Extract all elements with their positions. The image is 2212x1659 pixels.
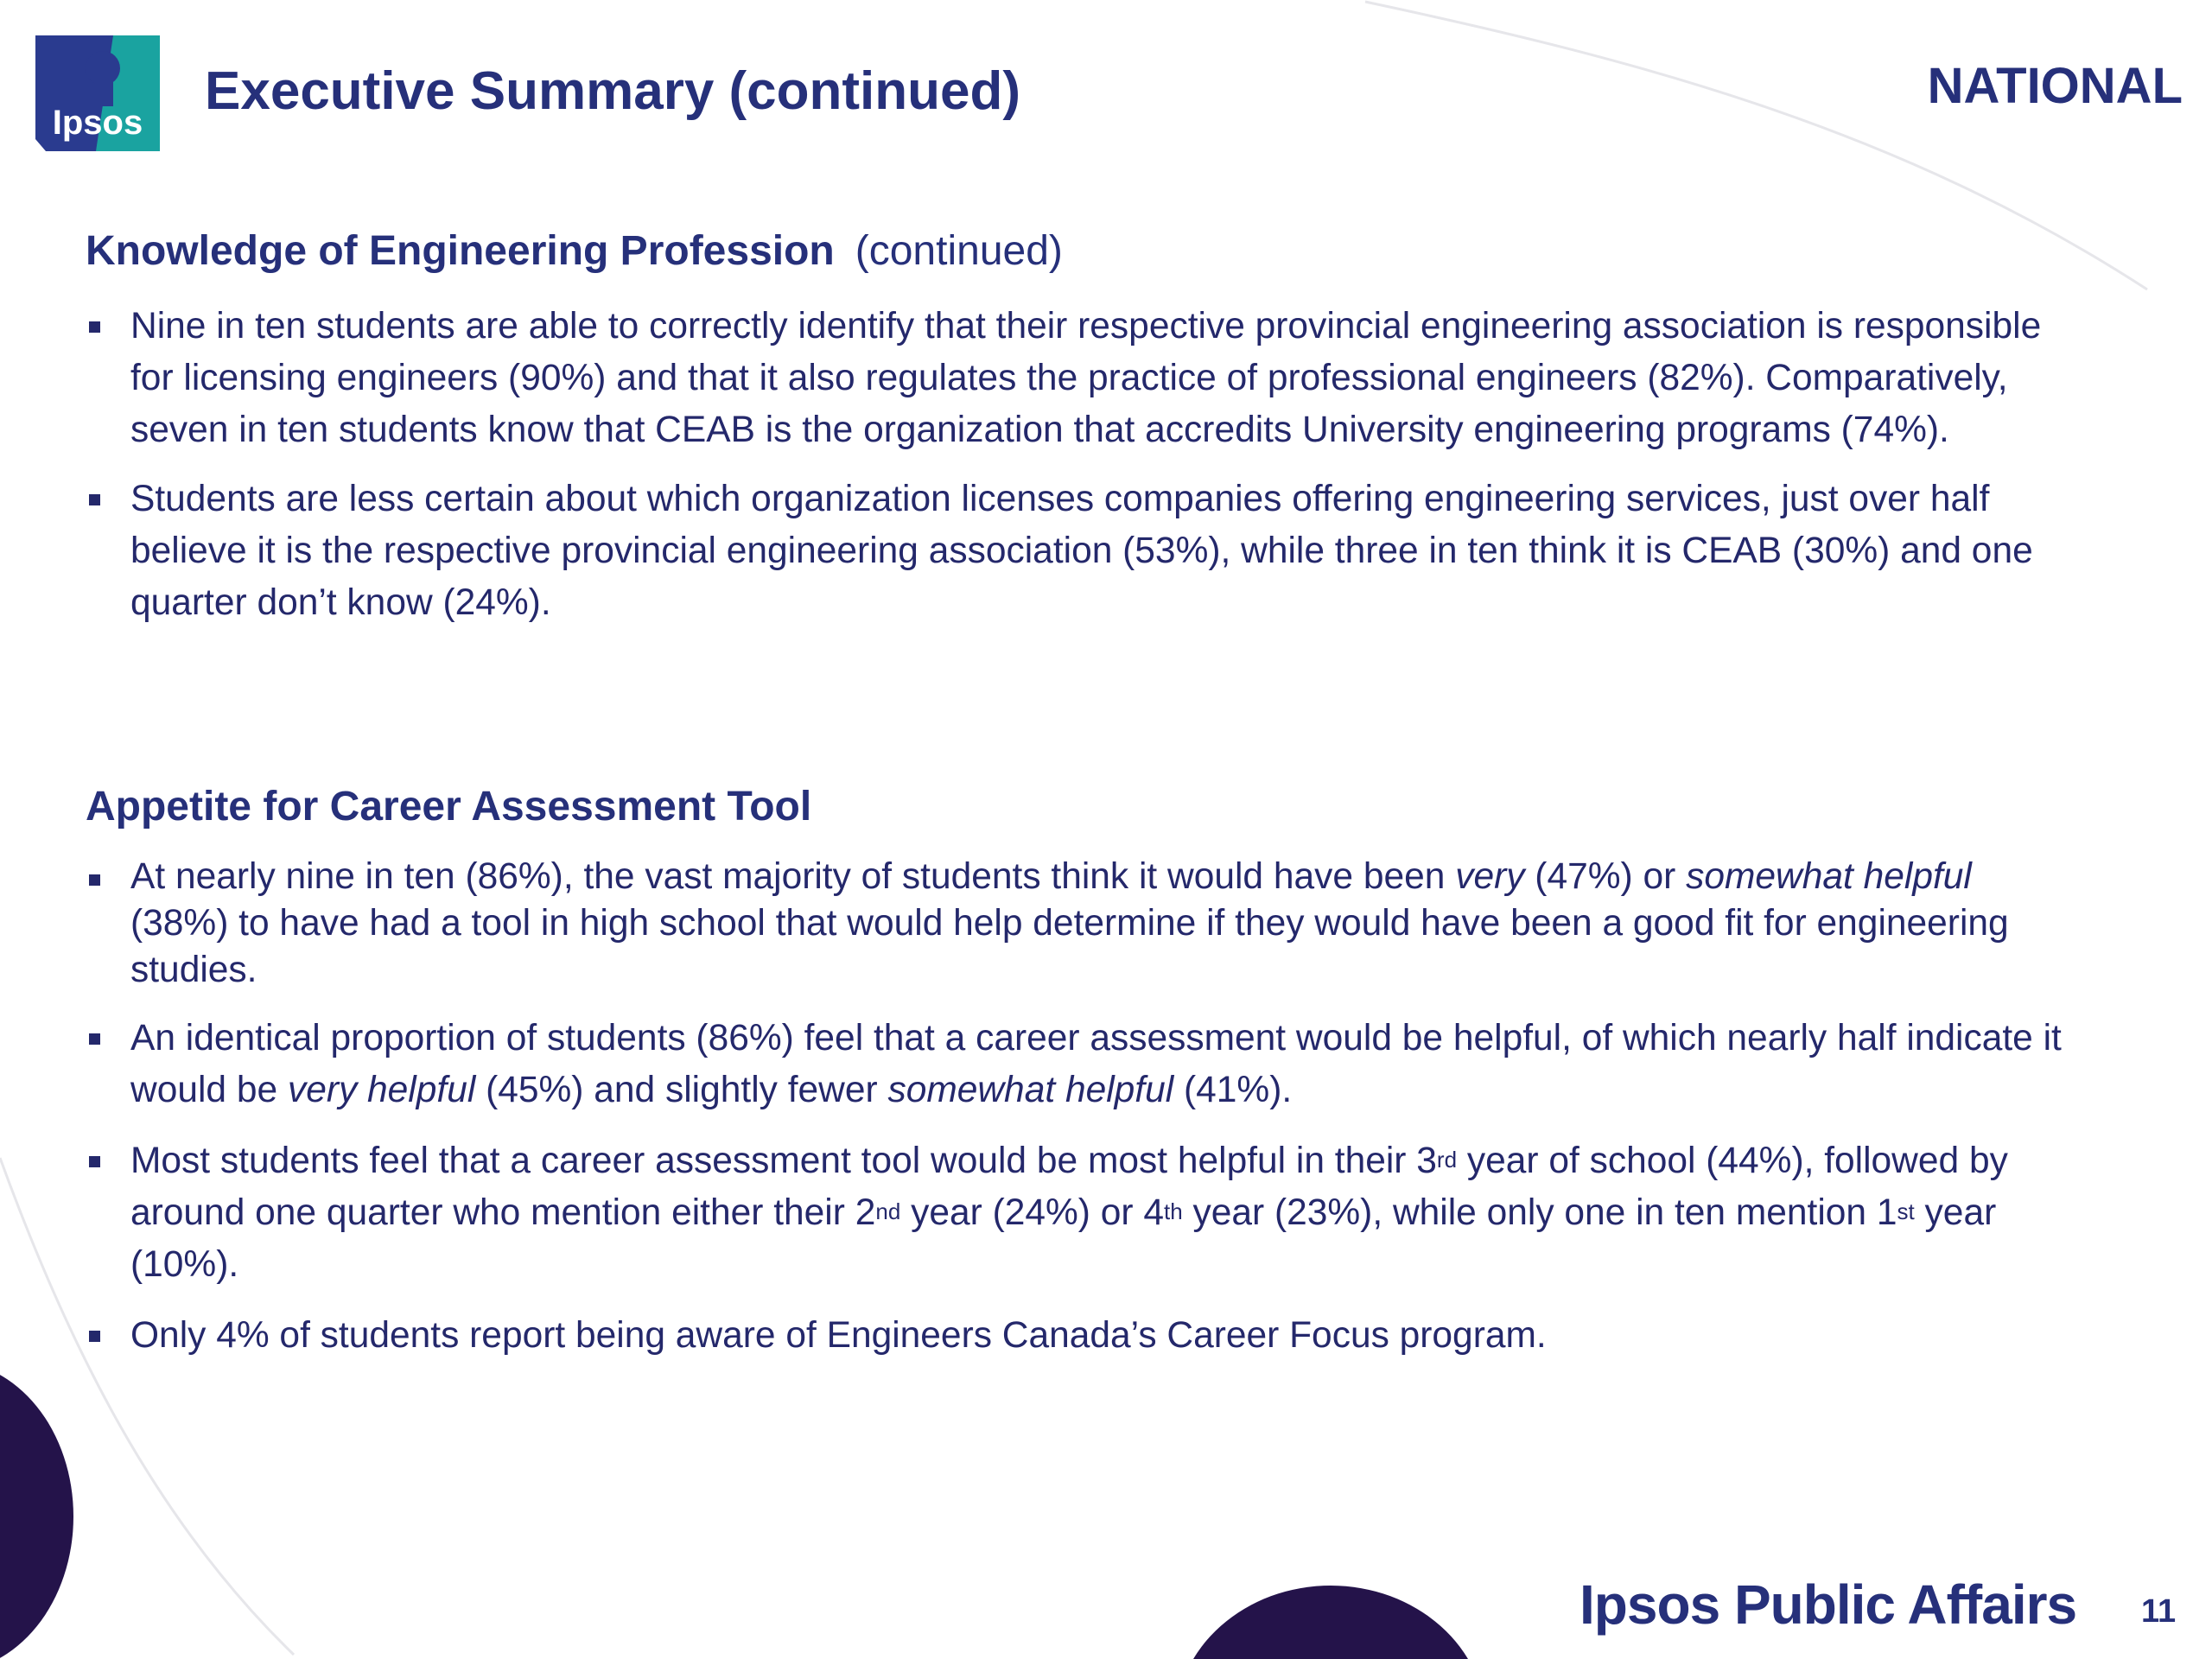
decorative-circle-bottom <box>1175 1586 1486 1659</box>
decorative-arc-top-right <box>1365 2 2147 289</box>
ipsos-logo <box>35 35 160 151</box>
logo-text: Ipsos <box>52 104 143 142</box>
bullet-text: Students are less certain about which organization licenses companies offering engineering services, just over half believe it is the respective provincial engineering association (53%), while three in ten think it is CEAB (30%) and one quarter don’t know (24%). <box>130 479 2033 623</box>
bullet-text: Most students feel that a career assessment tool would be most helpful in their 3 <box>130 1141 1437 1181</box>
appetite-bullet-list <box>86 854 2073 1381</box>
ordinal-suffix: nd <box>875 1198 901 1224</box>
list-item <box>86 854 2073 994</box>
bullet-text: year (23%), while only one in ten mention 1 <box>1182 1192 1897 1233</box>
bullet-text: At nearly nine in ten (86%), the vast majority of students think it would have been <box>130 856 1456 897</box>
section-heading-text: Appetite for Career Assessment Tool <box>86 784 812 830</box>
ordinal-suffix: rd <box>1436 1147 1458 1173</box>
section-heading-text: Knowledge of Engineering Profession <box>86 228 835 274</box>
list-item <box>86 1135 2073 1291</box>
bullet-text: (41%). <box>1173 1070 1293 1110</box>
footer-brand: Ipsos Public Affairs <box>1580 1573 2077 1636</box>
bullet-text: Nine in ten students are able to correctly identify that their respective provincial engineering association is responsible for licensing engineers (90%) and that it also regulates the practice of professional engineers (82%). Comparatively, seven in ten students know that CEAB is the organization that accredits University engineering programs (74%). <box>130 306 2042 450</box>
list-item <box>86 301 2073 456</box>
page-title: Executive Summary (continued) <box>205 61 1021 121</box>
list-item <box>86 1310 2073 1362</box>
section-heading-knowledge <box>86 227 1063 275</box>
emphasis-text: somewhat helpful <box>1686 856 1972 897</box>
list-item <box>86 474 2073 629</box>
bullet-text: year of school (44%), followed by around one quarter who mention either their 2 <box>130 1141 2008 1233</box>
bullet-text: Only 4% of students report being aware of Engineers Canada’s Career Focus program. <box>130 1315 1547 1356</box>
bullet-text: (38%) to have had a tool in high school that would help determine if they would have been a good fit for engineering studies. <box>130 903 2009 990</box>
region-label: NATIONAL <box>1927 58 2183 114</box>
page-number: 11 <box>2141 1593 2177 1630</box>
ordinal-suffix: st <box>1897 1198 1915 1224</box>
emphasis-text: somewhat helpful <box>887 1070 1174 1110</box>
decorative-circle-left <box>0 1361 73 1659</box>
emphasis-text: very <box>1455 856 1525 897</box>
bullet-text: year (24%) or 4 <box>900 1192 1164 1233</box>
bullet-text: (45%) and slightly fewer <box>475 1070 888 1110</box>
ordinal-suffix: th <box>1163 1198 1183 1224</box>
bullet-text: An identical proportion of students (86%) feel that a career assessment would be helpful, of which nearly half indicate it would be <box>130 1018 2062 1110</box>
list-item <box>86 1013 2073 1116</box>
section-heading-suffix: (continued) <box>855 228 1063 274</box>
bullet-text: (47%) or <box>1524 856 1687 897</box>
emphasis-text: very helpful <box>287 1070 476 1110</box>
knowledge-bullet-list <box>86 301 2073 646</box>
bullet-text: year (10%). <box>130 1192 1997 1285</box>
section-heading-appetite <box>86 783 811 830</box>
